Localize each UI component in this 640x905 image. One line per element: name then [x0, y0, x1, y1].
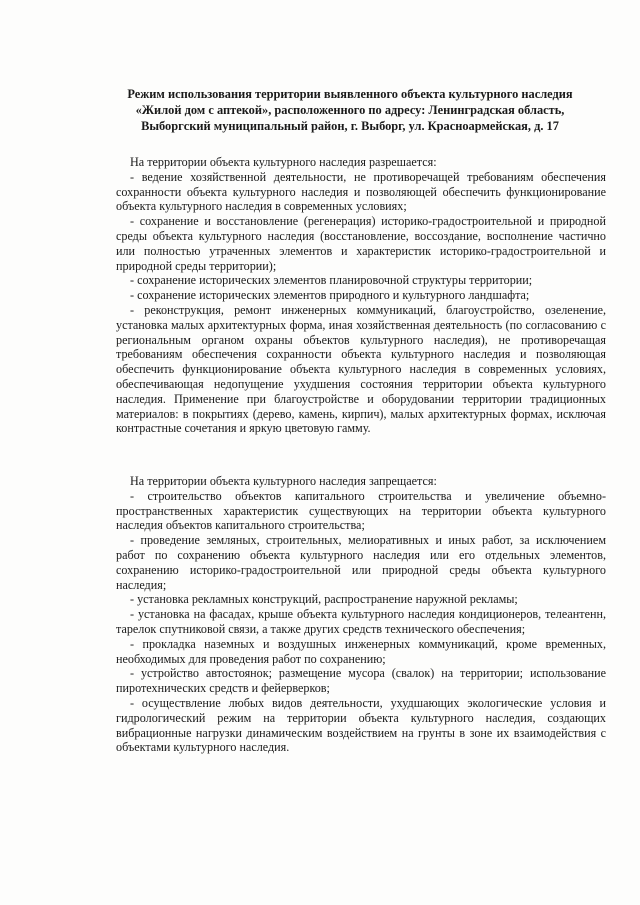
forbidden-item: - прокладка наземных и воздушных инженерных коммуникаций, кроме временных, необходимых для проведения работ по сохранению;	[116, 636, 606, 666]
allowed-item: - реконструкция, ремонт инженерных коммуникаций, благоустройство, озеленение, установка малых архитектурных форма, иная хозяйственная деятельность (по согласованию с региональным органом охраны объектов культурного наследия), не противоречащая требованиям обеспечения сохранности объекта культурного наследия и позволяющая обеспечить функционирование объекта культурного наследия в современных условиях, обеспечивающая недопущение ухудшения состояния территории объекта культурного наследия. Применение при благоустройстве и оборудовании территории традиционных материалов: в покрытиях (дерево, камень, кирпич), малых архитектурных формах, исключая контрастные сочетания и яркую цветовую гамму.	[116, 302, 606, 436]
forbidden-item: - установка на фасадах, крыше объекта культурного наследия кондиционеров, телеантенн, тарелок спутниковой связи, а также других средств технического обеспечения;	[116, 607, 606, 636]
forbidden-item: - установка рекламных конструкций, распространение наружной рекламы;	[130, 592, 518, 607]
forbidden-item: - осуществление любых видов деятельности, ухудшающих экологические условия и гидрологический режим на территории объекта культурного наследия, создающих вибрационные нагрузки динамическим воздействием на грунты в зоне их взаимодействия с объектами культурного наследия.	[116, 695, 606, 755]
document-title	[95, 86, 605, 134]
forbidden-item: - строительство объектов капитального строительства и увеличение объемно-пространственных характеристик существующих на территории объекта культурного наследия объектов капитального строительства;	[116, 488, 606, 533]
title-line: «Жилой дом с аптекой», расположенного по адресу: Ленинградская область,	[135, 103, 565, 117]
forbidden-heading: На территории объекта культурного наследия запрещается:	[130, 474, 437, 488]
allowed-heading: На территории объекта культурного наследия разрешается:	[130, 155, 437, 169]
forbidden-item: - устройство автостоянок; размещение мусора (свалок) на территории; использование пиротехнических средств и фейерверков;	[116, 666, 606, 696]
title-line: Выборгский муниципальный район, г. Выборг, ул. Красноармейская, д. 17	[141, 119, 559, 133]
forbidden-section	[116, 474, 606, 755]
allowed-section	[116, 155, 606, 436]
allowed-item: - сохранение и восстановление (регенерация) историко-градостроительной и природной среды объекта культурного наследия (восстановление, воссоздание, восполнение частично или полностью утраченных элементов и характеристик историко-градостроительной и природной среды территории);	[116, 214, 606, 273]
forbidden-item: - проведение земляных, строительных, мелиоративных и иных работ, за исключением работ по сохранению объекта культурного наследия или его отдельных элементов, сохранению историко-градостроительной или природной среды объекта культурного наследия;	[116, 533, 606, 592]
allowed-item: - сохранение исторических элементов природного и культурного ландшафта;	[130, 288, 530, 303]
allowed-item: - ведение хозяйственной деятельности, не противоречащей требованиям обеспечения сохранности объекта культурного наследия и позволяющей обеспечить функционирование объекта культурного наследия в современных условиях;	[116, 169, 606, 214]
title-line: Режим использования территории выявленного объекта культурного наследия	[127, 87, 573, 101]
allowed-item: - сохранение исторических элементов планировочной структуры территории;	[130, 273, 533, 288]
